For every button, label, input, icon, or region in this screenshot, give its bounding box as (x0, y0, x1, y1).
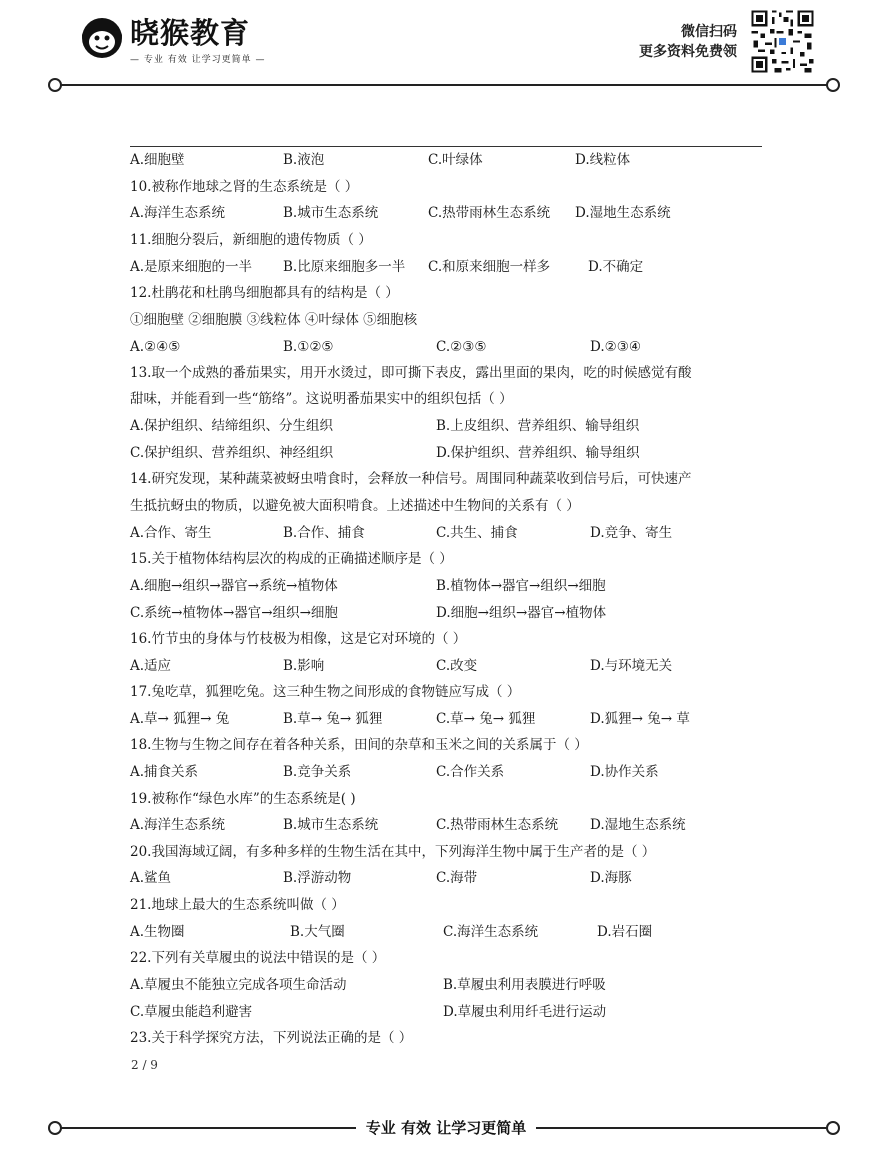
question-line: 14.研究发现，某种蔬菜被蚜虫啃食时，会释放一种信号。周围同种蔬菜收到信号后，可快速产 (130, 471, 692, 487)
answer-option: A.鲨鱼 (130, 870, 172, 886)
answer-option: B.影响 (283, 658, 325, 674)
answer-option: A.草履虫不能独立完成各项生命活动 (130, 977, 347, 993)
answer-option: B.草→ 兔→ 狐狸 (283, 711, 383, 727)
answer-option: B.液泡 (283, 152, 325, 168)
question-line: 13.取一个成熟的番茄果实，用开水烫过，即可撕下表皮，露出里面的果肉，吃的时候感觉有酸 (130, 365, 692, 381)
question-line: 15.关于植物体结构层次的构成的正确描述顺序是（ ） (130, 551, 453, 567)
answer-option: C.海带 (436, 870, 478, 886)
answer-option: D.协作关系 (590, 764, 659, 780)
answer-option: A.保护组织、结缔组织、分生组织 (130, 418, 334, 434)
answer-option: B.浮游动物 (283, 870, 352, 886)
header-divider (56, 84, 836, 86)
answer-option: C.叶绿体 (428, 152, 483, 168)
qr-caption-line2: 更多资料免费领 (639, 44, 737, 60)
answer-option: A.是原来细胞的一半 (130, 259, 253, 275)
answer-option: D.保护组织、营养组织、输导组织 (436, 445, 640, 461)
answer-option: A.②④⑤ (130, 339, 181, 355)
answer-option: A.细胞→组织→器官→系统→植物体 (130, 578, 338, 594)
answer-option: B.城市生态系统 (283, 205, 379, 221)
answer-option: B.竞争关系 (283, 764, 352, 780)
answer-option: C.海洋生态系统 (443, 924, 539, 940)
answer-option: D.海豚 (590, 870, 632, 886)
answer-option: C.草履虫能趋利避害 (130, 1004, 253, 1020)
answer-option: C.草→ 兔→ 狐狸 (436, 711, 536, 727)
answer-option: A.合作、寄生 (130, 525, 212, 541)
answer-option: C.②③⑤ (436, 339, 487, 355)
footer-slogan: 专业 有效 让学习更简单 (365, 1119, 527, 1137)
question-line: ①细胞壁 ②细胞膜 ③线粒体 ④叶绿体 ⑤细胞核 (130, 312, 418, 328)
qr-caption-line1: 微信扫码 (681, 24, 737, 40)
question-line: 21.地球上最大的生态系统叫做（ ） (130, 897, 345, 913)
page-number: 2 / 9 (131, 1058, 158, 1072)
answer-option: A.海洋生态系统 (130, 205, 226, 221)
answer-option: D.不确定 (588, 259, 644, 275)
question-line: 12.杜鹃花和杜鹃鸟细胞都具有的结构是（ ） (130, 285, 399, 301)
qr-caption (639, 22, 737, 62)
divider-ring-left (48, 78, 62, 92)
brand-slogan: — 专业 有效 让学习更简单 — (130, 52, 265, 65)
question-line: 16.竹节虫的身体与竹枝极为相像，这是它对环境的（ ） (130, 631, 467, 647)
answer-option: C.系统→植物体→器官→组织→细胞 (130, 605, 338, 621)
answer-option: D.湿地生态系统 (575, 205, 671, 221)
answer-option: A.草→ 狐狸→ 兔 (130, 711, 230, 727)
divider-ring-right (826, 78, 840, 92)
question-line: 23.关于科学探究方法，下列说法正确的是（ ） (130, 1030, 413, 1046)
answer-option: B.上皮组织、营养组织、输导组织 (436, 418, 640, 434)
question-line: 18.生物与生物之间存在着各种关系，田间的杂草和玉米之间的关系属于（ ） (130, 737, 588, 753)
content-top-line (130, 146, 762, 147)
answer-option: C.改变 (436, 658, 478, 674)
answer-option: C.热带雨林生态系统 (436, 817, 559, 833)
question-line: 11.细胞分裂后，新细胞的遗传物质（ ） (130, 232, 372, 248)
monkey-logo-icon (80, 16, 124, 60)
answer-option: B.草履虫利用表膜进行呼吸 (443, 977, 606, 993)
answer-option: C.共生、捕食 (436, 525, 518, 541)
answer-option: B.城市生态系统 (283, 817, 379, 833)
answer-option: D.岩石圈 (597, 924, 653, 940)
answer-option: D.狐狸→ 兔→ 草 (590, 711, 690, 727)
answer-option: C.热带雨林生态系统 (428, 205, 551, 221)
answer-option: C.和原来细胞一样多 (428, 259, 551, 275)
question-line: 20.我国海域辽阔，有多种多样的生物生活在其中，下列海洋生物中属于生产者的是（ ） (130, 844, 656, 860)
question-line: 生抵抗蚜虫的物质，以避免被大面积啃食。上述描述中生物间的关系有（ ） (130, 498, 580, 514)
brand-name: 晓猴教育 (130, 16, 251, 50)
answer-option: A.海洋生态系统 (130, 817, 226, 833)
question-line: 甜味，并能看到一些“筋络”。这说明番茄果实中的组织包括（ ） (130, 391, 513, 407)
answer-option: A.捕食关系 (130, 764, 199, 780)
answer-option: D.竞争、寄生 (590, 525, 673, 541)
answer-option: D.湿地生态系统 (590, 817, 686, 833)
brand-logo (80, 16, 265, 66)
question-line: 17.兔吃草，狐狸吃兔。这三种生物之间形成的食物链应写成（ ） (130, 684, 521, 700)
answer-option: B.比原来细胞多一半 (283, 259, 406, 275)
answer-option: B.大气圈 (290, 924, 345, 940)
answer-option: B.①②⑤ (283, 339, 334, 355)
question-line: 10.被称作地球之肾的生态系统是（ ） (130, 179, 359, 195)
answer-option: A.细胞壁 (130, 152, 185, 168)
answer-option: A.生物圈 (130, 924, 185, 940)
answer-option: D.草履虫利用纤毛进行运动 (443, 1004, 607, 1020)
answer-option: D.线粒体 (575, 152, 631, 168)
answer-option: A.适应 (130, 658, 172, 674)
question-line: 19.被称作“绿色水库”的生态系统是( ) (130, 791, 356, 807)
answer-option: D.②③④ (590, 339, 641, 355)
question-line: 22.下列有关草履虫的说法中错误的是（ ） (130, 950, 386, 966)
answer-option: B.合作、捕食 (283, 525, 365, 541)
answer-option: C.保护组织、营养组织、神经组织 (130, 445, 334, 461)
answer-option: C.合作关系 (436, 764, 505, 780)
answer-option: D.与环境无关 (590, 658, 673, 674)
answer-option: D.细胞→组织→器官→植物体 (436, 605, 607, 621)
answer-option: B.植物体→器官→组织→细胞 (436, 578, 606, 594)
qr-code-icon[interactable] (749, 8, 816, 75)
